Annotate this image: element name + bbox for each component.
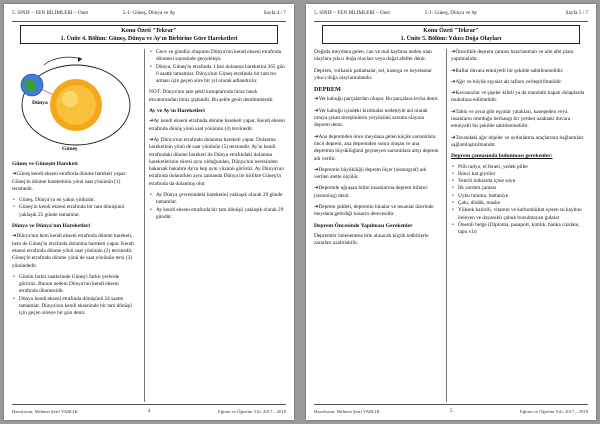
list-item: • Dünya, Güneş'in etrafında 1 kez dolanma hareketini 365 gün 6 saatte tamamlar. Dünya'nın Güneş etrafında bir tam tur atması için geçen süre bir yıl olarak adlandırılır. (156, 64, 285, 86)
paragraph: ➜Ağır ve büyük eşyalar alt raflara yerleştirilmelidir. (451, 78, 563, 85)
arrow-icon: ➜ (149, 118, 154, 125)
arrow-icon: ➜ (451, 49, 456, 55)
paragraph: ➜Ana depremden önce meydana gelen küçük sarsıntılara öncü deprem, ana depremden sonra oluşan ve ana depremin büyüklüğünü geçmeyen sarsıntılara artçı deprem adı verilir. (314, 133, 439, 162)
list-item: • Önemli belge (Diploma, pasaport, kimlik, banka cüzdanı, tapu v.b) (458, 222, 587, 237)
sun-highlight (62, 91, 78, 107)
arrow-icon: ➜ (149, 136, 154, 143)
sun-label: Güneş (62, 146, 78, 152)
list-item: • Yeterli miktarda içme suyu (458, 178, 587, 185)
list-item: • Güneş, Dünya'ya en yakın yıldızdır. (19, 197, 138, 204)
page-header (314, 10, 588, 22)
section-title-moon: Ay ve Ay'ın Hareketleri (149, 108, 205, 115)
arrow-icon: ➜ (12, 233, 17, 240)
arrow-icon: ➜ (451, 90, 456, 97)
footer-year: Eğitim ve Öğretim Yılı: 2017 – 2018 (520, 409, 588, 414)
right-page (306, 4, 596, 420)
footer-page-number: 5 (449, 408, 453, 414)
bullet-list (149, 49, 285, 85)
page-header (12, 10, 286, 22)
list-item: • Çakı, düdük, maske (458, 200, 587, 207)
arrow-icon: ➜ (12, 171, 17, 178)
footer-page-number: 4 (147, 408, 151, 414)
paragraph: ➜Tablo ve ayna gibi eşyalar yatakları, kanepeden veya insanların oturduğu herhangi bir yerden uzaktaki duvara emniyetli bir şekilde sabitlenmelidir. (451, 108, 571, 130)
paragraph: Depremler önlenemese bile alınacak küçük tedbirlerle zararları azaltılabilir. (314, 232, 429, 247)
column-divider (144, 49, 145, 402)
bullet-list (149, 192, 285, 221)
paragraph: ➜Tavandaki ağır objeler ve aydınlatma araçlarının bağlantıları sağlamlaştırılmalıdır. (451, 134, 584, 148)
header-class: 5. SINIF – FEN BİLİMLERİ – Onet (12, 10, 88, 16)
rotation-arrow (44, 57, 82, 65)
right-column-2 (451, 49, 587, 402)
paragraph: ➜Dünya'nın hem kendi ekseni etrafında dönme hareketi, hem de Güneş'in etrafında dolanma hareketi yapar. Kendi ekseni etrafında dönme yönü saat yönünün (2) tersinedir. Güneş'in etrafında dönme yönü de saat yönünün tersi (3) yönündedir. (12, 233, 134, 269)
header-class: 5. SINIF – FEN BİLİMLERİ – Onet (314, 10, 390, 16)
paragraph: ➜Raflar duvara emniyetli bir şekilde sabitlenmelidir. (451, 67, 564, 74)
header-page: Sayfa 5 / 7 (565, 10, 588, 16)
list-item: • Pilli radyo, el feneri, yedek piller (458, 164, 587, 171)
paragraph: ➜Öncelikle deprem çantası hazırlanmalı ve aile afet planı yapılmalıdır. (451, 49, 574, 63)
left-column-1 (12, 49, 138, 402)
section-title-earth: Dünya ve Dünya'nın Hareketleri (12, 223, 91, 230)
paragraph: ➜Ay Dünya'nın etrafında dolanma hareketi yapar. Dolanma hareketinin yönü de saat yönünün (5) tersinedir. Ay'ın kendi etrafındaki dönme hareketi ile Dünya etrafındaki dolanma hareketlerinin süresi aynı olduğundan, Dünya'nın neresinden bakarsak bakalım Ay'ın hep aynı yüzünü görürüz. Ay Dünya'nın etrafında dolanırken aynı zamanda Dünya ile birlikte Güneş'in etrafında da dolanmış olur. (149, 136, 284, 187)
arrow-icon: ➜ (314, 96, 319, 103)
topic-box (322, 25, 580, 44)
paragraph: ➜Kavanozlar ve şişeler kilitli ya da mandallı kapalı dolaplarda muhafaza edilmelidir. (451, 90, 585, 104)
list-item: • Ay kendi ekseni etrafında bir tam dönüşü yaklaşık olarak 29 gündür. (156, 207, 285, 222)
list-item: • Güneş'in kendi ekseni etrafında bir tam dönüşünü yaklaşık 25 günde tamamlar. (19, 204, 138, 219)
page-footer (12, 404, 286, 414)
paragraph: ➜Yer kabuğu içindeki kırılmalar nedeniyle ani olarak ortaya çıkan titreşimlerin yeryüzünü sarsma olayına deprem denir. (314, 107, 428, 129)
arrow-icon: ➜ (314, 107, 319, 114)
arrow-icon: ➜ (451, 134, 456, 141)
arrow-icon: ➜ (314, 166, 319, 173)
sun-core (56, 85, 96, 125)
intro-paragraph: Doğada meydana gelen, can ve mal kaybına neden olan olaylara yıkıcı doğa olayları veya doğal afetler denir. (314, 49, 432, 63)
arrow-icon: ➜ (451, 78, 456, 85)
note-paragraph: NOT: Dünya'nın tam şekli kutuplarında biraz basık ekvatorundan biraz şişkindir. Bu şekle geoit denilmektedir. (149, 89, 274, 103)
list-item: • Gece ve gündüz oluşumu Dünya'nın kendi ekseni etrafında dönmesi sayesinde gerçekleşir. (156, 49, 285, 64)
list-item: • Yüksek kalorili, vitamin ve karbonhidrat içeren su kaybını önleyen ve dayanıklı çabuk bozulmayan gıdalar (458, 207, 587, 222)
paragraph: ➜Güneş kendi ekseni etrafında dönme hareketi yapar. Güneş'in dönme hareketinin yönü saat yönünün (1) tersinedir. (12, 171, 127, 192)
paragraph: ➜Ay kendi ekseni etrafında dönme hareketi yapar. Kendi ekseni etrafında dönüş yönü saat yönünün (4) tersinedir. (149, 118, 285, 132)
footer-author: Hazırlayan: Mehmet Şerif VARLIK (314, 409, 380, 414)
list-item: • Ay Dünya çevresindeki hareketini yaklaşık olarak 29 günde tamamlar. (156, 192, 285, 207)
list-item: • Günün farklı saatlerinde Güneş'i farklı yerlerde görürüz. Bunun nedeni Dünya'nın kendi ekseni etrafında dönmesidir. (19, 274, 138, 296)
arrow-icon: ➜ (451, 67, 456, 74)
emergency-bag-list (451, 164, 587, 237)
topic-subtitle: 1. Ünite 4. Bölüm: Güneş, Dünya ve Ay'ın Birbirine Göre Hareketleri (60, 36, 238, 42)
list-item: • İlk yardım çantası (458, 185, 587, 192)
header-unit: 5-1: Güneş, Dünya ve Ay (122, 10, 176, 16)
right-column-1 (314, 49, 440, 402)
paragraph: ➜Yer kabuğu parçalardan oluşur. Bu parçalara levha denir. (314, 96, 439, 103)
list-item: • Uyku tulumu, battaniye (458, 193, 587, 200)
earth-label: Dünya (32, 100, 48, 106)
section-title-before-earthquake: Deprem Öncesinde Yapılması Gerekenler (314, 222, 413, 229)
column-divider (446, 49, 447, 402)
footer-year: Eğitim ve Öğretim Yılı: 2017 – 2018 (218, 409, 286, 414)
section-title-earthquake: DEPREM (314, 86, 341, 94)
left-page (4, 4, 294, 420)
paragraph: ➜Deprem şiddeti, depremin binalar ve insanlar üzerinde meydana getirdiği hasarın derecesidir. (314, 204, 434, 218)
left-column-2 (149, 49, 285, 402)
footer-author: Hazırlayan: Mehmet Şerif VARLIK (12, 409, 78, 414)
topic-title: Konu Özeti "Tekrar" (121, 28, 177, 34)
topic-subtitle: 1. Ünite 5. Bölüm: Yıkıcı Doğa Olayları (400, 36, 502, 42)
arrow-icon: ➜ (451, 108, 456, 115)
section-title-emergency-bag: Deprem çantasında bulunması gerekenler: (451, 153, 553, 160)
arrowhead-icon (78, 57, 82, 62)
header-unit: 5-1: Güneş, Dünya ve Ay (424, 10, 478, 16)
topic-box (20, 25, 278, 44)
arrow-icon: ➜ (314, 204, 319, 211)
header-page: Sayfa 4 / 7 (263, 10, 286, 16)
list-item: • Dünya kendi ekseni etrafında dönüşünü 24 saatte tamamlar. Dünya'nın kendi ekseninde bir tam dönüşü için geçen süreye bir gün denir. (19, 296, 138, 318)
list-item: • İkinci kat giysiler (458, 171, 587, 178)
arrow-icon: ➜ (314, 185, 319, 192)
paragraph: ➜Depremin büyüklüğü deprem ölçer (sismograf) adı verilen aletle ölçülür. (314, 166, 427, 181)
section-title-sun: Güneş ve Güneşin Hareketi (12, 161, 78, 167)
arrow-icon: ➜ (314, 133, 319, 140)
bullet-list (12, 274, 138, 318)
intro-paragraph-2: Deprem, volkanik patlamalar, sel, kasırga ve heyelanlar yıkıcı doğa olaylarındandır. (314, 67, 432, 81)
topic-title: Konu Özeti "Tekrar" (423, 28, 479, 34)
bullet-list (12, 197, 138, 219)
orbit-diagram (16, 49, 134, 157)
page-footer (314, 404, 588, 414)
paragraph: ➜Depremle uğraşan bilim insanlarına deprem bilimci (sismolog) denir. (314, 185, 428, 199)
